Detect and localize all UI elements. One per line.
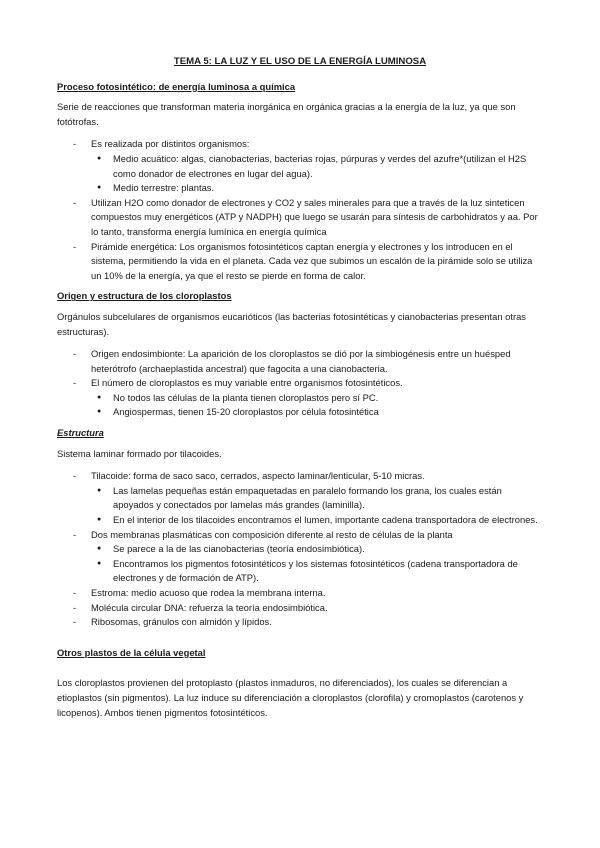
- document-title: TEMA 5: LA LUZ Y EL USO DE LA ENERGÍA LUMINOSA: [173, 56, 427, 67]
- list-photosynthesis: [57, 137, 543, 283]
- section-heading-other-plastids: Otros plastos de la célula vegetal: [57, 646, 206, 658]
- sublist-item: ● Medio acuático: algas, cianobacterias, bacterias rojas, púrpuras y verdes del azufre*(utilizan el H2S como donador de electrones en lugar del agua).: [113, 152, 543, 181]
- sublist: [91, 391, 543, 420]
- section-intro-photosynthesis: Serie de reacciones que transforman materia inorgánica en orgánica gracias a la energía de la luz, ya que son fotótrofas.: [57, 101, 516, 127]
- sublist-item: ● Angiospermas, tienen 15-20 cloroplastos por célula fotosintética: [113, 405, 543, 420]
- section-intro-chloroplast-origin: Orgánulos subcelulares de organismos eucarióticos (las bacterias fotosintéticas y cianobacterias presentan otras estructuras).: [57, 310, 526, 337]
- section-heading-structure: Estructura: [57, 427, 104, 439]
- list-item: [91, 376, 543, 420]
- sublist-item: ● Se parece a la de las cianobacterias (teoría endosimbiótica).: [113, 542, 543, 557]
- sublist-item: ● No todos las células de la planta tienen cloroplastos pero sí PC.: [113, 391, 543, 406]
- sublist: [91, 152, 543, 196]
- section-body-other-plastids: Los cloroplastos provienen del protoplasto (plastos inmaduros, no diferenciados), los cuales se diferencian a etioplastos (sin pigmentos). La luz induce su diferenciación a cloroplastos (clorofila) y cromoplastos (carotenos y licopenos). Ambos tienen pigmentos fotosintéticos.: [57, 677, 524, 718]
- list-item-text: El número de cloroplastos es muy variable entre organismos fotosintéticos.: [91, 377, 403, 389]
- list-item-text: Es realizada por distintos organismos:: [91, 138, 250, 150]
- list-item: - Origen endosimbionte: La aparición de los cloroplastos se dió por la simbiogénesis entre un huésped heterótrofo (archaeplastida ancestral) que fagocita a una cianobacteria.: [91, 347, 543, 376]
- list-item: - Ribosomas, gránulos con almidón y lípidos.: [91, 615, 543, 630]
- section-intro-structure: Sistema laminar formado por tilacoides.: [57, 447, 222, 459]
- list-item: - Pirámide energética: Los organismos fotosintéticos captan energía y electrones y los introducen en el sistema, permitiendo la vida en el planeta. Cada vez que subimos un escalón de la pirámide solo se utiliza un 10% de la energía, ya que el resto se pierde en forma de calor.: [91, 240, 543, 284]
- list-structure: [57, 469, 543, 630]
- list-item: [91, 528, 543, 586]
- sublist-item: ● Las lamelas pequeñas están empaquetadas en paralelo formando los grana, los cuales están apoyados y conectados por lamelas más grandes (laminilla).: [113, 484, 543, 513]
- list-item: [91, 469, 543, 527]
- sublist-item: ● Medio terrestre: plantas.: [113, 181, 543, 196]
- list-chloroplast-origin: [57, 347, 543, 420]
- list-item-text: Tilacoide: forma de saco saco, cerrados, aspecto laminar/lenticular, 5-10 micras.: [91, 470, 425, 482]
- sublist-item: ● Encontramos los pigmentos fotosintéticos y los sistemas fotosintéticos (cadena transportadora de electrones y de formación de ATP).: [113, 557, 543, 586]
- sublist: [91, 542, 543, 586]
- section-heading-photosynthesis: Proceso fotosintético: de energía luminosa a química: [57, 80, 296, 92]
- list-item-text: Dos membranas plasmáticas con composición diferente al resto de células de la planta: [91, 528, 453, 540]
- list-item: - Molécula circular DNA: refuerza la teoría endosimbiótica.: [91, 601, 543, 616]
- section-heading-chloroplast-origin: Origen y estructura de los cloroplastos: [57, 290, 232, 302]
- sublist-item: ● En el interior de los tilacoides encontramos el lumen, importante cadena transportadora de electrones.: [113, 513, 543, 528]
- sublist: [91, 484, 543, 528]
- list-item: - Utilizan H2O como donador de electrones y CO2 y sales minerales para que a través de la luz sinteticen compuestos muy energéticos (ATP y NADPH) que luego se usarán para síntesis de carbohidratos y aa. Por lo tanto, transforma energía lumínica en energía química: [91, 196, 543, 240]
- list-item: - Estroma: medio acuoso que rodea la membrana interna.: [91, 586, 543, 601]
- list-item: [91, 137, 543, 195]
